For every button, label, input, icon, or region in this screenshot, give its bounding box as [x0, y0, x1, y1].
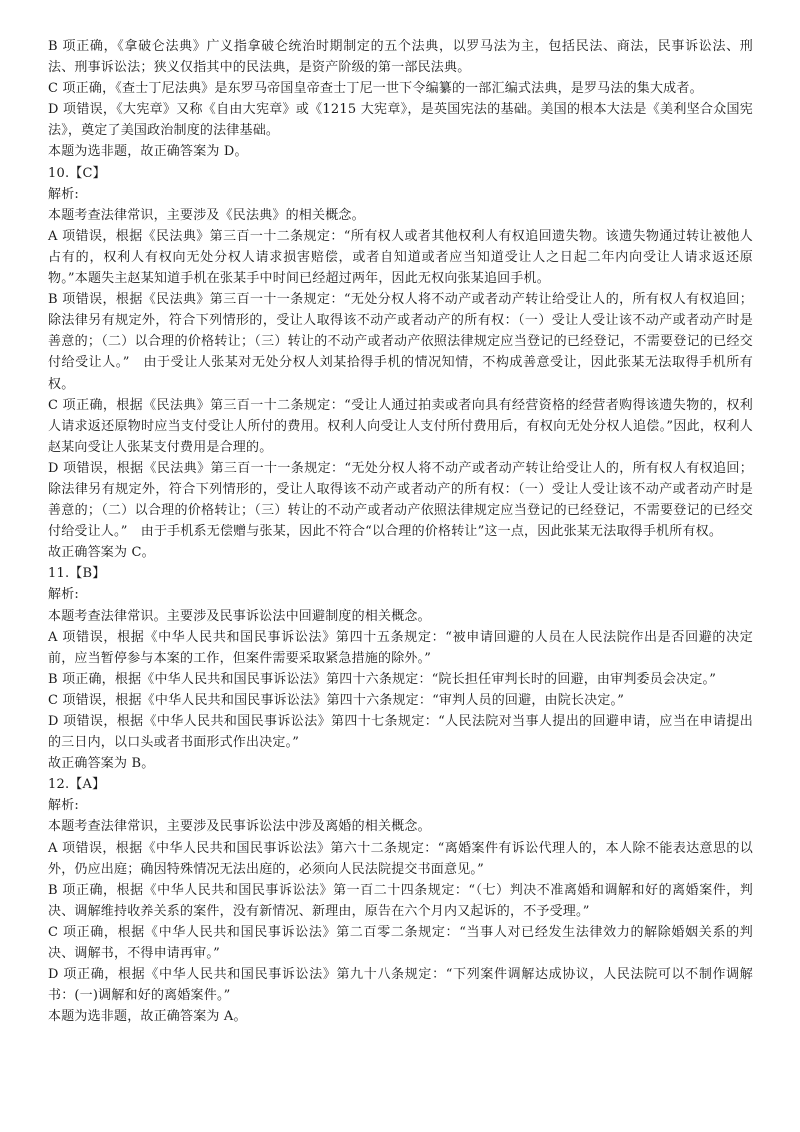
paragraph-11-option-b: B 项正确，根据《中华人民共和国民事诉讼法》第四十六条规定：“院长担任审判长时的回避，由审判委员会决定。”: [48, 671, 717, 687]
paragraph-11-option-d: D 项错误，根据《中华人民共和国民事诉讼法》第四十七条规定：“人民法院对当事人提出的回避申请，应当在申请提出的三日内，以口头或者书面形式作出决定。”: [48, 714, 753, 751]
question-heading-10: 10.【C】: [48, 165, 106, 181]
paragraph-option-d-magna-carta: D 项错误，《大宪章》又称《自由大宪章》或《1215 大宪章》，是英国宪法的基础。美国的根本大法是《美利坚合众国宪法》，奠定了美国政治制度的法律基础。: [48, 102, 753, 139]
paragraph-10-option-d: D 项错误，根据《民法典》第三百一十一条规定：“无处分权人将不动产或者动产转让给受让人的，所有权人有权追回；除法律另有规定外，符合下列情形的，受让人取得该不动产或者动产的所有权：（一）受让人受让该不动产或者动产时是善意的；（二）以合理的价格转让；（三）转让的不动产或者动产依照法律规定应当登记的已经登记，不需要登记的已经交付给受让人。” 由于手机系无偿赠与张某，因此不符合“以合理的价格转让”这一点，因此张某无法取得手机所有权。: [48, 460, 753, 540]
paragraph-option-c-justinian: C 项正确，《查士丁尼法典》是东罗马帝国皇帝查士丁尼一世下令编纂的一部汇编式法典，是罗马法的集大成者。: [48, 81, 703, 97]
paragraph-12-option-c: C 项正确，根据《中华人民共和国民事诉讼法》第二百零二条规定：“当事人对已经发生法律效力的解除婚姻关系的判决、调解书，不得申请再审。”: [48, 924, 753, 962]
paragraph-11-option-a: A 项错误，根据《中华人民共和国民事诉讼法》第四十五条规定：“被申请回避的人员在人民法院作出是否回避的决定前，应当暂停参与本案的工作，但案件需要采取紧急措施的除外。”: [48, 629, 753, 666]
intro-line-11: 本题考查法律常识。主要涉及民事诉讼法中回避制度的相关概念。: [48, 608, 431, 624]
analysis-label-11: 解析:: [48, 587, 79, 603]
question-heading-12: 12.【A】: [48, 777, 106, 793]
answer-line-9: 本题为选非题，故正确答案为 D。: [48, 144, 248, 160]
paragraph-12-option-a: A 项错误，根据《中华人民共和国民事诉讼法》第六十二条规定：“离婚案件有诉讼代理人的，本人除不能表达意思的以外，仍应出庭；确因特殊情况无法出庭的，必须向人民法院提交书面意见。”: [48, 840, 753, 877]
paragraph-option-b-napoleon: B 项正确，《拿破仑法典》广义指拿破仑统治时期制定的五个法典，以罗马法为主，包括民法、商法，民事诉讼法、刑法、刑事诉讼法；狭义仅指其中的民法典，是资产阶级的第一部民法典。: [48, 39, 753, 76]
intro-line-10: 本题考查法律常识，主要涉及《民法典》的相关概念。: [48, 207, 365, 223]
paragraph-10-option-b: B 项错误，根据《民法典》第三百一十一条规定：“无处分权人将不动产或者动产转让给受让人的，所有权人有权追回；除法律另有规定外，符合下列情形的，受让人取得该不动产或者动产的所有权：（一）受让人受让该不动产或者动产时是善意的；（二）以合理的价格转让；（三）转让的不动产或者动产依照法律规定应当登记的已经登记，不需要登记的已经交付给受让人。” 由于受让人张某对无处分权人刘某拾得手机的情况知情，不构成善意受让，因此张某无法取得手机所有权。: [48, 292, 753, 392]
intro-line-12: 本题考查法律常识，主要涉及民事诉讼法中涉及离婚的相关概念。: [48, 819, 431, 835]
answer-line-11: 故正确答案为 B。: [48, 756, 155, 772]
answer-line-10: 故正确答案为 C。: [48, 545, 155, 561]
paragraph-12-option-d: D 项正确，根据《中华人民共和国民事诉讼法》第九十八条规定：“下列案件调解达成协议，人民法院可以不制作调解书：(一)调解和好的离婚案件。”: [48, 967, 753, 1004]
analysis-label-10: 解析:: [48, 186, 79, 202]
paragraph-11-option-c: C 项错误，根据《中华人民共和国民事诉讼法》第四十六条规定：“审判人员的回避，由院长决定。”: [48, 692, 625, 708]
question-heading-11: 11.【B】: [48, 566, 106, 582]
paragraph-10-option-a: A 项错误，根据《民法典》第三百一十二条规定：“所有权人或者其他权利人有权追回遗失物。该遗失物通过转让被他人占有的，权利人有权向无处分权人请求损害赔偿，或者自知道或者应当知道受让人之日起二年内向受让人请求返还原物。”本题失主赵某知道手机在张某手中时间已经超过两年，因此无权向张某追回手机。: [48, 228, 753, 287]
document-page: [48, 36, 753, 1027]
analysis-label-12: 解析:: [48, 798, 79, 814]
paragraph-10-option-c: C 项正确，根据《民法典》第三百一十二条规定：“受让人通过拍卖或者向具有经营资格的经营者购得该遗失物的，权利人请求返还原物时应当支付受让人所付的费用。权利人向受让人支付所付费用后，有权向无处分权人追偿。”因此，权利人赵某向受让人张某支付费用是合理的。: [48, 397, 753, 455]
answer-line-12: 本题为选非题，故正确答案为 A。: [48, 1009, 247, 1025]
paragraph-12-option-b: B 项正确，根据《中华人民共和国民事诉讼法》第一百二十四条规定：“（七）判决不准离婚和调解和好的离婚案件，判决、调解维持收养关系的案件，没有新情况、新理由，原告在六个月内又起诉的，不予受理。”: [48, 882, 753, 919]
